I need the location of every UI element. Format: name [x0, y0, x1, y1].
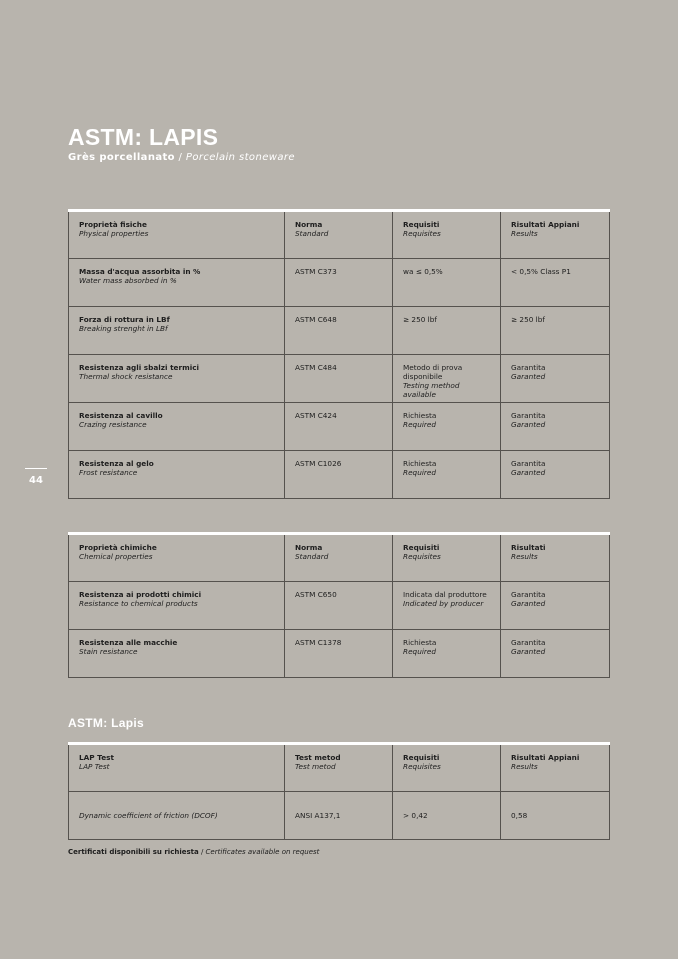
table-header-row: [69, 744, 610, 792]
header-en: Requisites: [403, 552, 441, 561]
requisite-cell: [393, 403, 501, 451]
header-en: Chemical properties: [79, 552, 153, 561]
result-value: Garantita: [511, 638, 546, 647]
table-row: [69, 355, 610, 403]
header-en: Results: [511, 762, 538, 771]
result-en: Garanted: [511, 468, 546, 477]
header-en: Requisites: [403, 229, 441, 238]
result-value: Garantita: [511, 590, 546, 599]
requisite-value: disponibile: [403, 372, 443, 381]
requisite-value: Metodo di prova: [403, 363, 463, 372]
header-en: LAP Test: [79, 762, 110, 771]
header-it: Risultati Appiani: [511, 220, 580, 229]
result-en: Garanted: [511, 372, 546, 381]
property-cell: [69, 792, 285, 840]
table-header-row: [69, 211, 610, 259]
requisite-cell: [393, 451, 501, 499]
header-it: Requisiti: [403, 753, 440, 762]
section-title: ASTM: Lapis: [68, 716, 144, 730]
requisite-value: Richiesta: [403, 411, 437, 420]
norm-cell: [285, 355, 393, 403]
property-en: Water mass absorbed in %: [79, 276, 177, 285]
header-cell: [69, 744, 285, 792]
result-value: Garantita: [511, 411, 546, 420]
requisite-cell: [393, 630, 501, 678]
result-cell: [501, 355, 610, 403]
norm-value: ASTM C648: [295, 315, 337, 324]
property-cell: [69, 355, 285, 403]
requisite-cell: [393, 792, 501, 840]
requisite-value: Richiesta: [403, 459, 437, 468]
requisite-en: Testing method available: [403, 381, 460, 399]
result-cell: [501, 259, 610, 307]
header-cell: [285, 744, 393, 792]
property-en: Resistance to chemical products: [79, 599, 198, 608]
property-it: Resistenza alle macchie: [79, 638, 178, 647]
requisite-value: wa ≤ 0,5%: [403, 267, 443, 276]
header-it: Norma: [295, 220, 323, 229]
header-it: LAP Test: [79, 753, 114, 762]
norm-cell: [285, 451, 393, 499]
property-it: Resistenza al gelo: [79, 459, 154, 468]
header-en: Test metod: [295, 762, 336, 771]
norm-value: ASTM C484: [295, 363, 337, 372]
norm-cell: [285, 307, 393, 355]
physical-properties-table: [68, 209, 610, 499]
result-en: Garanted: [511, 647, 546, 656]
requisite-cell: [393, 259, 501, 307]
requisite-value: Indicata dal produttore: [403, 590, 487, 599]
property-cell: [69, 259, 285, 307]
property-it: Resistenza al cavillo: [79, 411, 163, 420]
result-cell: [501, 582, 610, 630]
lap-test-table: [68, 742, 610, 840]
property-en: Stain resistance: [79, 647, 138, 656]
header-it: Requisiti: [403, 543, 440, 552]
header-cell: [285, 534, 393, 582]
header-en: Standard: [295, 229, 329, 238]
requisite-en: Indicated by producer: [403, 599, 484, 608]
page-number: 44: [25, 468, 47, 486]
requisite-en: Required: [403, 647, 436, 656]
certificates-note: [68, 848, 319, 856]
result-value: 0,58: [511, 811, 528, 820]
header-cell: [501, 534, 610, 582]
result-cell: [501, 451, 610, 499]
header-cell: [501, 744, 610, 792]
property-it: Resistenza ai prodotti chimici: [79, 590, 202, 599]
page-title: ASTM: LAPIS: [68, 124, 219, 150]
requisite-value: Richiesta: [403, 638, 437, 647]
norm-cell: [285, 792, 393, 840]
requisite-cell: [393, 355, 501, 403]
property-en: Dynamic coefficient of friction (DCOF): [79, 811, 218, 820]
result-value: ≥ 250 lbf: [511, 315, 545, 324]
header-cell: [393, 534, 501, 582]
header-it: Proprietà chimiche: [79, 543, 157, 552]
property-it: Resistenza agli sbalzi termici: [79, 363, 200, 372]
subtitle-en: Porcelain stoneware: [185, 152, 295, 163]
header-cell: [69, 211, 285, 259]
header-en: Physical properties: [79, 229, 149, 238]
table-row: [69, 259, 610, 307]
result-value: Garantita: [511, 459, 546, 468]
requisite-en: Required: [403, 468, 436, 477]
table-row: [69, 451, 610, 499]
norm-value: ASTM C1026: [295, 459, 342, 468]
result-cell: [501, 630, 610, 678]
property-cell: [69, 451, 285, 499]
property-en: Thermal shock resistance: [79, 372, 173, 381]
norm-value: ASTM C650: [295, 590, 337, 599]
requisite-cell: [393, 307, 501, 355]
header-en: Standard: [295, 552, 329, 561]
norm-cell: [285, 259, 393, 307]
page-subtitle: [68, 152, 295, 163]
header-it: Risultati Appiani: [511, 753, 580, 762]
requisite-cell: [393, 582, 501, 630]
header-it: Proprietà fisiche: [79, 220, 147, 229]
norm-value: ASTM C424: [295, 411, 337, 420]
header-en: Results: [511, 229, 538, 238]
norm-cell: [285, 403, 393, 451]
norm-cell: [285, 582, 393, 630]
certificates-separator: /: [198, 848, 206, 856]
norm-value: ANSI A137,1: [295, 811, 341, 820]
header-it: Risultati: [511, 543, 546, 552]
certificates-it: Certificati disponibili su richiesta: [68, 848, 199, 856]
header-cell: [69, 534, 285, 582]
result-en: Garanted: [511, 420, 546, 429]
requisite-en: Required: [403, 420, 436, 429]
result-value: Garantita: [511, 363, 546, 372]
header-cell: [393, 744, 501, 792]
header-cell: [285, 211, 393, 259]
subtitle-it: Grès porcellanato: [68, 152, 175, 163]
result-value: < 0,5% Class P1: [511, 267, 571, 276]
property-cell: [69, 403, 285, 451]
subtitle-separator: /: [174, 152, 186, 163]
norm-value: ASTM C373: [295, 267, 337, 276]
norm-value: ASTM C1378: [295, 638, 342, 647]
table-row: [69, 582, 610, 630]
requisite-value: ≥ 250 lbf: [403, 315, 437, 324]
requisite-value: > 0,42: [403, 811, 428, 820]
property-it: Forza di rottura in LBf: [79, 315, 170, 324]
property-en: Frost resistance: [79, 468, 138, 477]
property-en: Crazing resistance: [79, 420, 147, 429]
result-en: Garanted: [511, 599, 546, 608]
table-header-row: [69, 534, 610, 582]
header-it: Requisiti: [403, 220, 440, 229]
result-cell: [501, 307, 610, 355]
chemical-properties-table: [68, 532, 610, 678]
property-it: Massa d'acqua assorbita in %: [79, 267, 201, 276]
property-cell: [69, 307, 285, 355]
header-it: Test metod: [295, 753, 341, 762]
header-en: Results: [511, 552, 538, 561]
header-it: Norma: [295, 543, 323, 552]
result-cell: [501, 792, 610, 840]
norm-cell: [285, 630, 393, 678]
header-en: Requisites: [403, 762, 441, 771]
property-en: Breaking strenght in LBf: [79, 324, 168, 333]
table-row: [69, 792, 610, 840]
table-row: [69, 307, 610, 355]
property-cell: [69, 582, 285, 630]
table-row: [69, 403, 610, 451]
result-cell: [501, 403, 610, 451]
header-cell: [393, 211, 501, 259]
table-row: [69, 630, 610, 678]
property-cell: [69, 630, 285, 678]
header-cell: [501, 211, 610, 259]
certificates-en: Certificates available on request: [205, 848, 320, 856]
